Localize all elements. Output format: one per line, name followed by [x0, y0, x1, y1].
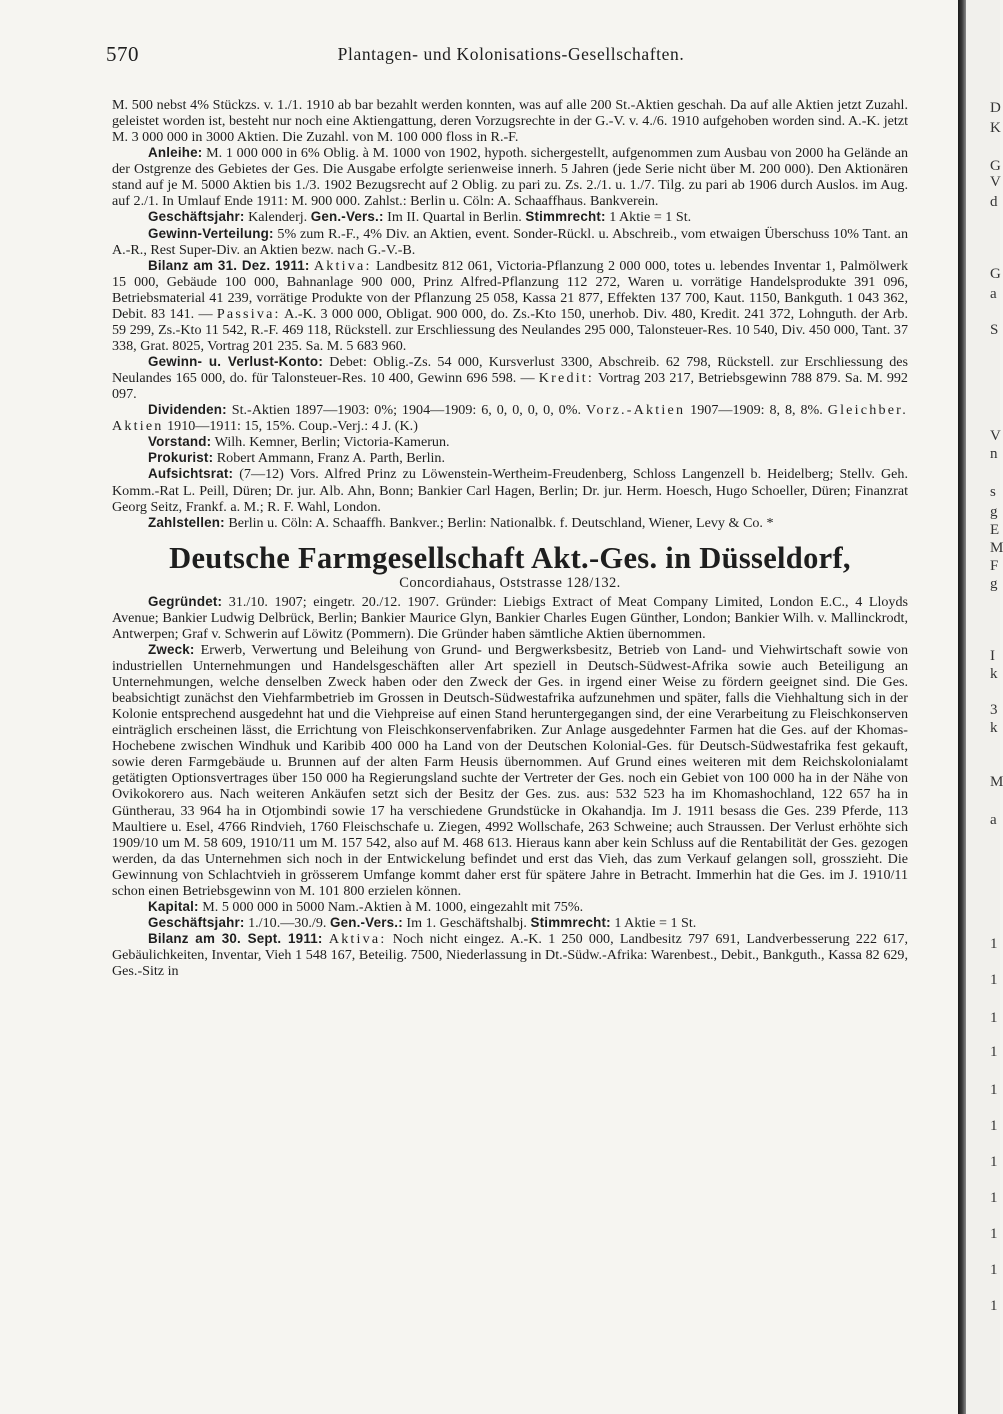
label-bilanz: Bilanz am 31. Dez. 1911:: [148, 257, 310, 273]
paragraph-gegruendet: Gegründet: 31./10. 1907; eingetr. 20./12. 1907. Gründer: Liebigs Extract of Meat Company Limited, London E.C., 4 Lloyds Avenue; Bankier Ludwig Delbrück, Berlin; Bankier Maurice Glyn, Bankier Charles Eugen Günther, London; Bankier Wilh. v. Mallinckrodt, Antwerpen; Graf v. Schwerin auf Löwitz (Pommern). Die Gründer haben sämtliche Aktien übernommen.: [112, 593, 908, 642]
paragraph-vorstand: Vorstand: Wilh. Kemner, Berlin; Victoria-Kamerun.: [148, 434, 450, 451]
margin-letter: G: [990, 266, 1001, 282]
margin-letter: D: [990, 100, 1001, 116]
margin-letter: k: [990, 720, 998, 736]
body-text: [112, 97, 908, 979]
label-stimmrecht: Stimmrecht:: [525, 209, 606, 225]
label-geschaeftsjahr-2: Geschäftsjahr:: [148, 914, 245, 930]
margin-letter: g: [990, 576, 998, 592]
margin-letter: M: [990, 540, 1003, 556]
margin-letter: 1: [990, 1262, 998, 1278]
label-prokurist: Prokurist:: [148, 450, 214, 466]
paragraph-gewinn-verteilung: Gewinn-Verteilung: 5% zum R.-F., 4% Div. an Aktien, event. Sonder-Rückl. u. Abschreib., vom etwaigen Überschuss 10% Tant. an A.-R., Rest Super-Div. an Aktien bezw. nach G.-V.-B.: [112, 225, 908, 258]
book-spine-shadow: [958, 0, 966, 1414]
margin-letter: 1: [990, 1226, 998, 1242]
running-head: [106, 42, 916, 68]
margin-letter: g: [990, 504, 998, 520]
paragraph-zahlstellen: Zahlstellen: Berlin u. Cöln: A. Schaaffh. Bankver.; Berlin: Nationalbk. f. Deutschland, Wiener, Levy & Co. *: [148, 514, 774, 531]
margin-letter: S: [990, 322, 999, 338]
paragraph-geschaeftsjahr-2: Geschäftsjahr: 1./10.—30./9. Gen.-Vers.: Im 1. Geschäftshalbj. Stimmrecht: 1 Aktie = 1 St.: [148, 914, 697, 931]
margin-letter: a: [990, 286, 997, 302]
label-vorstand: Vorstand:: [148, 434, 212, 450]
label-genvers-2: Gen.-Vers.:: [329, 914, 403, 930]
label-anleihe: Anleihe:: [148, 145, 203, 161]
paragraph-kapital: Kapital: M. 5 000 000 in 5000 Nam.-Aktien à M. 1000, eingezahlt mit 75%.: [148, 898, 584, 915]
margin-letter: E: [990, 522, 1000, 538]
paragraph-prokurist: Prokurist: Robert Ammann, Franz A. Parth, Berlin.: [148, 450, 445, 467]
margin-letter: G: [990, 158, 1001, 174]
paragraph-gewinn-verlust: Gewinn- u. Verlust-Konto: Debet: Oblig.-Zs. 54 000, Kursverlust 3300, Abschreib. 62 798, Rückstell. zur Erschliessung des Neulandes 165 000, do. für Talonsteuer-Res. 10 400, Gewinn 696 598. — Kredit: Vortrag 203 217, Betriebsgewinn 788 879. Sa. M. 992 097.: [112, 354, 908, 403]
margin-letter: 1: [990, 936, 998, 952]
margin-letter: 1: [990, 1082, 998, 1098]
label-zweck: Zweck:: [148, 641, 195, 657]
margin-letter: a: [990, 812, 997, 828]
label-bilanz-2: Bilanz am 30. Sept. 1911:: [148, 931, 323, 946]
paragraph-bilanz-2: Bilanz am 30. Sept. 1911: Aktiva: Noch nicht eingez. A.-K. 1 250 000, Landbesitz 797 691, Landverbesserung 222 617, Gebäulichkeiten, Inventar, Vieh 1 548 167, Beteilig. 7500, Niederlassung in Dt.-Südw.-Afrika: Warenbest., Debit., Bankguth., Kassa 82 629, Ges.-Sitz in: [112, 931, 908, 980]
label-stimmrecht-2: Stimmrecht:: [530, 914, 611, 930]
margin-letter: 1: [990, 1298, 998, 1314]
label-gewinn-verteilung: Gewinn-Verteilung:: [148, 225, 274, 241]
margin-letter: F: [990, 558, 999, 574]
margin-letter: k: [990, 666, 998, 682]
label-geschaeftsjahr: Geschäftsjahr:: [148, 209, 245, 225]
paragraph-dividenden: Dividenden: St.-Aktien 1897—1903: 0%; 1904—1909: 6, 0, 0, 0, 0, 0%. Vorz.-Aktien 1907—1909: 8, 8, 8%. Gleichber. Aktien 1910—1911: 15, 15%. Coup.-Verj.: 4 J. (K.): [112, 402, 908, 435]
paragraph-bilanz: Bilanz am 31. Dez. 1911: Aktiva: Landbesitz 812 061, Victoria-Pflanzung 2 000 000, totes u. lebendes Inventar 1, Palmölwerk 15 000, Gebäude 100 000, Bahnanlage 900 000, Prinz Alfred-Pflanzung 112 272, Waren u. vorrätige Handelsprodukte 391 096, Betriebsmaterial 41 239, vorrätige Produkte von der Pflanzung 25 058, Kassa 21 877, Effekten 137 700, Kaut. 1150, Bankguth. 1 043 362, Debit. 83 141. — Passiva: A.-K. 3 000 000, Obligat. 900 000, do. Zs.-Kto 150, unerhob. Div. 480, Kredit. 241 372, Lohnguth. der Arb. 59 299, Zs.-Kto 11 542, R.-F. 469 118, Rückstell. zur Erschliessung des Neulandes 295 000, Talonsteuer-Res. 10 540, Div. 450 000, Tant. 37 338, Grat. 8025, Vortrag 201 235. Sa. M. 5 683 960.: [112, 257, 909, 354]
margin-letter: d: [990, 194, 998, 210]
paragraph-anleihe: Anleihe: M. 1 000 000 in 6% Oblig. à M. 1000 von 1902, hypoth. sichergestellt, aufgenommen zum Ausbau von 2000 ha Gelände an der Ostgrenze des Gebietes der Ges. Die Ausgabe erfolgte serienweise innerh. 5 Jahren (jede Serie nicht über M. 200 000). Den Aktionären stand auf je M. 5000 Aktien bis 1./3. 1902 Bezugsrecht auf 2 Oblig. zu pari zu. Zs. 2./1. u. 1./7. Tilg. zu pari ab 1906 durch Auslos. im Aug. auf 2./1. In Umlauf Ende 1911: M. 900 000. Zahlst.: Berlin u. Cöln: A. Schaaffhaus. Bankverein.: [112, 145, 908, 210]
label-genvers: Gen.-Vers.:: [310, 209, 384, 225]
margin-letter: K: [990, 120, 1001, 136]
label-zahlstellen: Zahlstellen:: [148, 514, 225, 530]
margin-letter: 1: [990, 1190, 998, 1206]
label-aufsichtsrat: Aufsichtsrat:: [148, 466, 234, 482]
paragraph-geschaeftsjahr: Geschäftsjahr: Kalenderj. Gen.-Vers.: Im II. Quartal in Berlin. Stimmrecht: 1 Aktie = 1 St.: [148, 209, 692, 226]
margin-letter: 3: [990, 702, 998, 718]
margin-letter: n: [990, 446, 998, 462]
margin-letter: 1: [990, 1044, 998, 1060]
label-gegruendet: Gegründet:: [148, 593, 223, 609]
page-number: 570: [106, 42, 139, 66]
paragraph-intro: M. 500 nebst 4% Stückzs. v. 1./1. 1910 ab bar bezahlt werden konnten, was auf alle 200 St.-Aktien geschah. Da auf alle Aktien jetzt Zuzahl. geleistet worden ist, besteht nur noch eine Aktiengattung, deren Vorzugsrechte in der G.-V. v. 4./6. 1910 aufgehoben worden sind. A.-K. jetzt M. 3 000 000 in 3000 Aktien. Die Zuzahl. von M. 100 000 floss in R.-F.: [112, 97, 908, 146]
paragraph-zweck: Zweck: Erwerb, Verwertung und Beleihung von Grund- und Bergwerksbesitz, Betrieb von Land- und Viehwirtschaft sowie von industriellen Unternehmungen und Handelsgeschäften aller Art speziell in Deutsch-Südwest-Afrika sowie auch Beteiligung an Unternehmungen, welche denselben Zweck haben oder den Zweck der Ges. in irgend einer Weise zu fördern geeignet sind. Die Ges. beabsichtigt zunächst den Viehfarmbetrieb im Grossen in Deutsch-Südwestafrika aufzunehmen und später, falls die Viehhaltung sich in der Kolonie entsprechend ausgedehnt hat und die Viehpreise auf einen Stand heruntergegangen sind, der eine Verarbeitung zu Fleischkonserven einträglich erscheinen lässt, die Errichtung von Fleischkonservenfabriken. Zur Anlage ausgedehnter Farmen hat die Ges. auf der Khomas-Hochebene zwischen Windhuk und Karibib 400 000 ha Land von der Deutschen Kolonial-Ges. für Deutsch-Südwestafrika fest gekauft, sowie deren Farmgebäude u. Brunnen auf der alten Farm Heusis übernommen. Auf Grund eines weiteren mit dem Reichskolonialamt getätigten Optionsvertrages über 150 000 ha Regierungsland suchte der Vertreter der Ges. noch ein Gebiet von 100 000 ha in der Nähe von Ovikokorero aus. Nach weiteren Ankäufen setzt sich der Besitz der Ges. zus. aus: 532 523 ha im Khomashochland, 122 657 ha in Güntherau, 33 964 ha in Otjombindi sowie 17 ha verschiedene Grundstücke in Okahandja. Im J. 1911 besass die Ges. 239 Pferde, 113 Maultiere u. Esel, 4766 Rindvieh, 1760 Fleischschafe u. Ziegen, 4992 Wollschafe, 263 Schweine; auch Straussen. Der Verlust erhöhte sich 1909/10 um M. 58 609, 1910/11 um M. 157 542, also auf M. 468 613. Hieraus kann aber kein Schluss auf die Rentabilität der Ges. gezogen werden, da das Unternehmen sich noch in der Entwickelung befindet und erst das Vieh, das zum Verkauf gelangen soll, grosszieht. Die Gewinnung von Schlachtvieh in grösserem Umfange kommt daher erst für spätere Jahre in Betracht. Immerhin hat die Ges. im J. 1910/11 schon einen Betriebsgewinn von M. 101 800 erzielen können.: [112, 641, 908, 899]
company-address: Concordiahaus, Oststrasse 128/132.: [399, 574, 621, 591]
margin-letter: V: [990, 174, 1001, 190]
paragraph-aufsichtsrat: Aufsichtsrat: (7—12) Vors. Alfred Prinz zu Löwenstein-Wertheim-Freudenberg, Schloss Langenzell b. Heidelberg; Stellv. Geh. Komm.-Rat L. Peill, Düren; Dr. jur. Alb. Ahn, Bonn; Bankier Carl Hagen, Berlin; Dr. jur. Herm. Hoesch, Hugo Schoeller, Düren; Finanzrat Georg Seitz, Frankf. a. M.; R. F. Wahl, London.: [112, 466, 908, 515]
margin-letter: V: [990, 428, 1001, 444]
running-title: Plantagen- und Kolonisations-Gesellschaften.: [337, 44, 685, 64]
margin-letter: 1: [990, 972, 998, 988]
label-gewinn-verlust: Gewinn- u. Verlust-Konto:: [148, 354, 323, 369]
margin-letter: I: [990, 648, 995, 664]
margin-letter: s: [990, 484, 996, 500]
margin-letter: 1: [990, 1010, 998, 1026]
margin-letter: M: [990, 774, 1003, 790]
label-dividenden: Dividenden:: [148, 402, 227, 418]
label-kapital: Kapital:: [148, 898, 199, 914]
company-heading: Deutsche Farmgesellschaft Akt.-Ges. in Düsseldorf,: [169, 540, 851, 575]
margin-letter: 1: [990, 1154, 998, 1170]
margin-letter: 1: [990, 1118, 998, 1134]
